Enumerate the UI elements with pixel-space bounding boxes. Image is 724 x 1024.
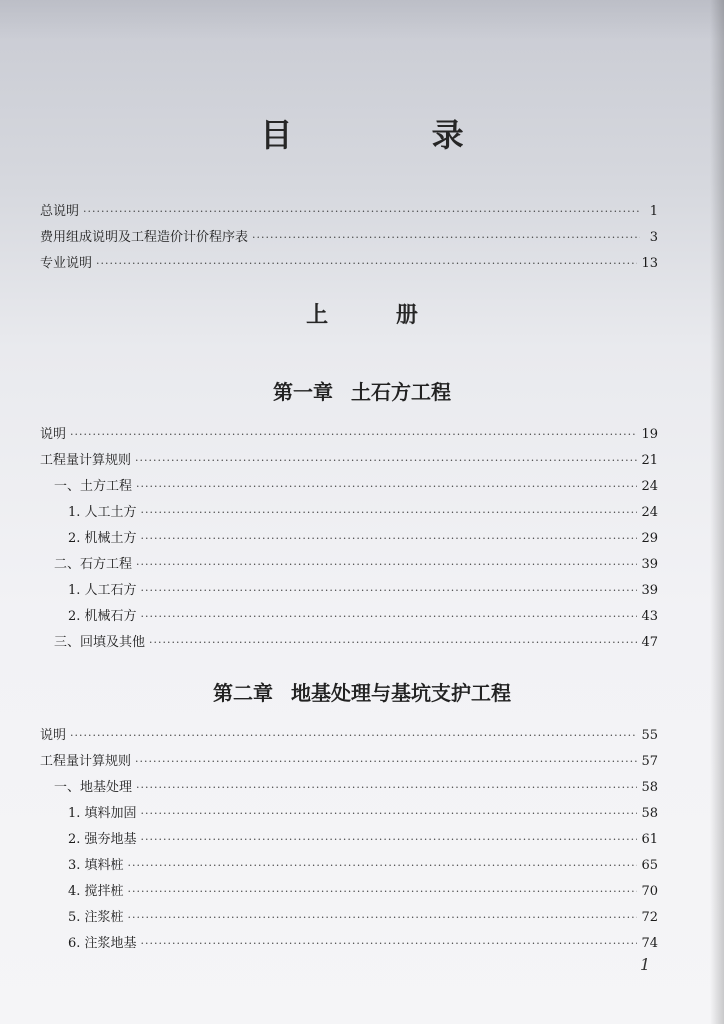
- toc-entry-label: 费用组成说明及工程造价计价程序表: [40, 230, 249, 245]
- toc-entry-label: 2. 机械土方: [68, 531, 137, 546]
- toc-leader-dots: [128, 905, 638, 931]
- toc-entry-label: 工程量计算规则: [40, 754, 132, 769]
- toc-entry[interactable]: [40, 422, 658, 448]
- toc-entry-page: 21: [641, 453, 658, 468]
- toc-entry-page: 58: [641, 806, 658, 821]
- toc-leader-dots: [135, 448, 637, 474]
- toc-entry[interactable]: [40, 199, 658, 225]
- chapter-1-number: 第一章: [273, 380, 333, 404]
- toc-entry-label: 说明: [40, 728, 67, 743]
- toc-leader-dots: [96, 251, 637, 277]
- toc-leader-dots: [136, 775, 637, 801]
- toc-leader-dots: [141, 827, 638, 853]
- toc-entry-label: 说明: [40, 427, 67, 442]
- toc-leader-dots: [141, 500, 638, 526]
- toc-leader-dots: [128, 879, 638, 905]
- chapter-1-toc-list: [40, 422, 658, 656]
- toc-top-list: [40, 199, 658, 277]
- toc-entry-page: 24: [641, 505, 658, 520]
- toc-entry-page: 1: [649, 204, 658, 219]
- toc-entry-page: 29: [641, 531, 658, 546]
- chapter-2-number: 第二章: [213, 681, 273, 705]
- toc-entry[interactable]: [40, 474, 658, 500]
- toc-entry[interactable]: [40, 827, 658, 853]
- toc-leader-dots: [136, 474, 637, 500]
- toc-leader-dots: [70, 723, 637, 749]
- chapter-2-name: 地基处理与基坑支护工程: [291, 681, 511, 705]
- toc-entry-page: 74: [641, 936, 658, 951]
- toc-entry-label: 一、地基处理: [54, 780, 133, 795]
- toc-leader-dots: [136, 552, 637, 578]
- toc-leader-dots: [141, 578, 638, 604]
- toc-entry[interactable]: [40, 225, 658, 251]
- toc-leader-dots: [252, 225, 640, 251]
- toc-leader-dots: [149, 630, 637, 656]
- toc-entry[interactable]: [40, 448, 658, 474]
- toc-entry[interactable]: [40, 775, 658, 801]
- toc-entry-label: 2. 强夯地基: [68, 832, 137, 847]
- toc-leader-dots: [141, 801, 638, 827]
- toc-entry[interactable]: [40, 879, 658, 905]
- toc-entry-label: 2. 机械石方: [68, 609, 137, 624]
- toc-entry-label: 3. 填料桩: [68, 858, 124, 873]
- toc-entry-label: 专业说明: [40, 256, 93, 271]
- toc-entry-page: 39: [641, 583, 658, 598]
- toc-entry-page: 70: [641, 884, 658, 899]
- toc-entry[interactable]: [40, 853, 658, 879]
- toc-entry-page: 13: [641, 256, 658, 271]
- toc-leader-dots: [128, 853, 638, 879]
- toc-entry[interactable]: [40, 552, 658, 578]
- toc-entry[interactable]: [40, 526, 658, 552]
- toc-entry-page: 57: [641, 754, 658, 769]
- toc-entry-page: 61: [641, 832, 658, 847]
- toc-leader-dots: [141, 931, 638, 957]
- toc-entry-page: 43: [641, 609, 658, 624]
- chapter-2-toc-list: [40, 723, 658, 957]
- toc-entry-label: 6. 注浆地基: [68, 936, 137, 951]
- toc-entry[interactable]: [40, 251, 658, 277]
- toc-entry-label: 1. 填料加固: [68, 806, 137, 821]
- toc-title: 目 录: [260, 116, 528, 154]
- toc-entry[interactable]: [40, 500, 658, 526]
- toc-entry-page: 47: [641, 635, 658, 650]
- toc-entry-label: 4. 搅拌桩: [68, 884, 124, 899]
- page-number: 1: [640, 955, 651, 974]
- toc-leader-dots: [70, 422, 637, 448]
- volume-title: 上 册: [306, 303, 448, 328]
- toc-entry-page: 55: [641, 728, 658, 743]
- toc-entry[interactable]: [40, 749, 658, 775]
- toc-entry-page: 39: [641, 557, 658, 572]
- scan-shadow-top: [0, 0, 724, 40]
- toc-entry-page: 19: [641, 427, 658, 442]
- toc-entry-label: 1. 人工石方: [68, 583, 137, 598]
- toc-entry-page: 58: [641, 780, 658, 795]
- toc-entry[interactable]: [40, 723, 658, 749]
- toc-entry[interactable]: [40, 630, 658, 656]
- toc-entry[interactable]: [40, 931, 658, 957]
- toc-entry-label: 总说明: [40, 204, 80, 219]
- toc-entry-label: 二、石方工程: [54, 557, 133, 572]
- toc-entry[interactable]: [40, 801, 658, 827]
- toc-entry-label: 1. 人工土方: [68, 505, 137, 520]
- chapter-1-name: 土石方工程: [351, 380, 451, 404]
- toc-leader-dots: [83, 199, 640, 225]
- toc-entry-page: 3: [649, 230, 658, 245]
- toc-entry-label: 三、回填及其他: [54, 635, 146, 650]
- toc-entry-page: 72: [641, 910, 658, 925]
- toc-entry-label: 一、土方工程: [54, 479, 133, 494]
- toc-entry-page: 65: [641, 858, 658, 873]
- toc-entry[interactable]: [40, 578, 658, 604]
- toc-leader-dots: [135, 749, 637, 775]
- toc-leader-dots: [141, 604, 638, 630]
- toc-entry[interactable]: [40, 604, 658, 630]
- toc-leader-dots: [141, 526, 638, 552]
- toc-entry-label: 5. 注浆桩: [68, 910, 124, 925]
- toc-entry-label: 工程量计算规则: [40, 453, 132, 468]
- chapter-1-heading: [0, 376, 724, 405]
- chapter-2-heading: [0, 677, 724, 706]
- toc-entry-page: 24: [641, 479, 658, 494]
- toc-entry[interactable]: [40, 905, 658, 931]
